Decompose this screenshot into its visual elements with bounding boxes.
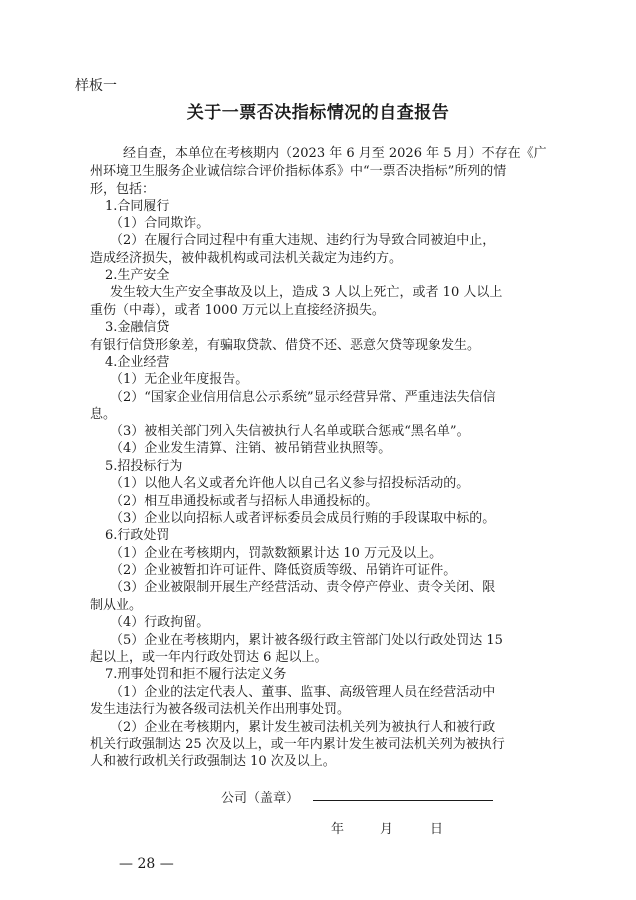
body-line: 形，包括： bbox=[90, 182, 156, 197]
body-line: （1）无企业年度报告。 bbox=[110, 372, 249, 387]
body-line: 经自查，本单位在考核期内（2023 年 6 月至 2026 年 5 月）不存在《广 bbox=[123, 146, 547, 161]
section-heading: 6.行政处罚 bbox=[105, 528, 170, 543]
section-heading: 3.金融信贷 bbox=[105, 320, 170, 335]
body-line: （2）“国家企业信用信息公示系统”显示经营异常、严重违法失信信 bbox=[110, 390, 496, 405]
body-line: 起以上，或一年内行政处罚达 6 起以上。 bbox=[90, 650, 328, 665]
body-line: 有银行信贷形象差，有骗取贷款、借贷不还、恶意欠贷等现象发生。 bbox=[90, 338, 481, 353]
body-line: （3）企业以向招标人或者评标委员会成员行贿的手段谋取中标的。 bbox=[110, 511, 496, 526]
body-line: （1）企业在考核期内，罚款数额累计达 10 万元及以上。 bbox=[110, 546, 443, 561]
body-line: （2）相互串通投标或者与招标人串通投标的。 bbox=[110, 494, 379, 509]
body-line: 机关行政强制达 25 次及以上，或一年内累计发生被司法机关列为被执行 bbox=[90, 737, 505, 752]
body-line: （1）合同欺诈。 bbox=[110, 216, 210, 231]
body-line: （2）企业被暂扣许可证件、降低资质等级、吊销许可证件。 bbox=[110, 563, 457, 578]
company-seal-label: 公司（盖章） bbox=[221, 791, 300, 806]
body-line: 造成经济损失，被仲裁机构或司法机关裁定为违约方。 bbox=[90, 251, 403, 266]
date-day-label: 日 bbox=[430, 822, 444, 837]
section-heading: 2.生产安全 bbox=[105, 268, 170, 283]
section-heading: 5.招投标行为 bbox=[105, 459, 183, 474]
body-line: 州环境卫生服务企业诚信综合评价指标体系》中“一票否决指标”所列的情 bbox=[90, 164, 507, 179]
body-line: （5）企业在考核期内，累计被各级行政主管部门处以行政处罚达 15 bbox=[110, 633, 503, 648]
date-year-label: 年 bbox=[331, 822, 345, 837]
signature-line bbox=[313, 800, 493, 801]
date-month-label: 月 bbox=[380, 822, 394, 837]
page-number: — 28 — bbox=[119, 856, 174, 872]
body-line: （1）以他人名义或者允许他人以自己名义参与招投标活动的。 bbox=[110, 476, 470, 491]
body-line: 发生违法行为被各级司法机关作出刑事处罚。 bbox=[90, 702, 351, 717]
body-line: 息。 bbox=[90, 407, 117, 422]
body-line: （3）被相关部门列入失信被执行人名单或联合惩戒“黑名单”。 bbox=[110, 424, 470, 439]
body-line: 制从业。 bbox=[90, 598, 143, 613]
section-heading: 7.刑事处罚和拒不履行法定义务 bbox=[105, 667, 287, 682]
body-line: （3）企业被限制开展生产经营活动、责令停产停业、责令关闭、限 bbox=[110, 580, 496, 595]
body-line: （2）在履行合同过程中有重大违规、违约行为导致合同被迫中止， bbox=[110, 233, 496, 248]
page-title: 关于一票否决指标情况的自查报告 bbox=[186, 103, 450, 123]
section-heading: 1.合同履行 bbox=[105, 199, 170, 214]
body-line: （4）企业发生清算、注销、被吊销营业执照等。 bbox=[110, 441, 392, 456]
body-line: （2）企业在考核期内，累计发生被司法机关列为被执行人和被行政 bbox=[110, 720, 496, 735]
template-label: 样板一 bbox=[75, 78, 117, 94]
body-line: 人和被行政机关行政强制达 10 次及以上。 bbox=[90, 754, 336, 769]
body-line: （1）企业的法定代表人、董事、监事、高级管理人员在经营活动中 bbox=[110, 685, 496, 700]
body-line: 重伤（中毒），或者 1000 万元以上直接经济损失。 bbox=[90, 303, 385, 318]
section-heading: 4.企业经营 bbox=[105, 355, 170, 370]
body-line: （4）行政拘留。 bbox=[110, 615, 210, 630]
body-line: 发生较大生产安全事故及以上，造成 3 人以上死亡，或者 10 人以上 bbox=[110, 285, 503, 300]
